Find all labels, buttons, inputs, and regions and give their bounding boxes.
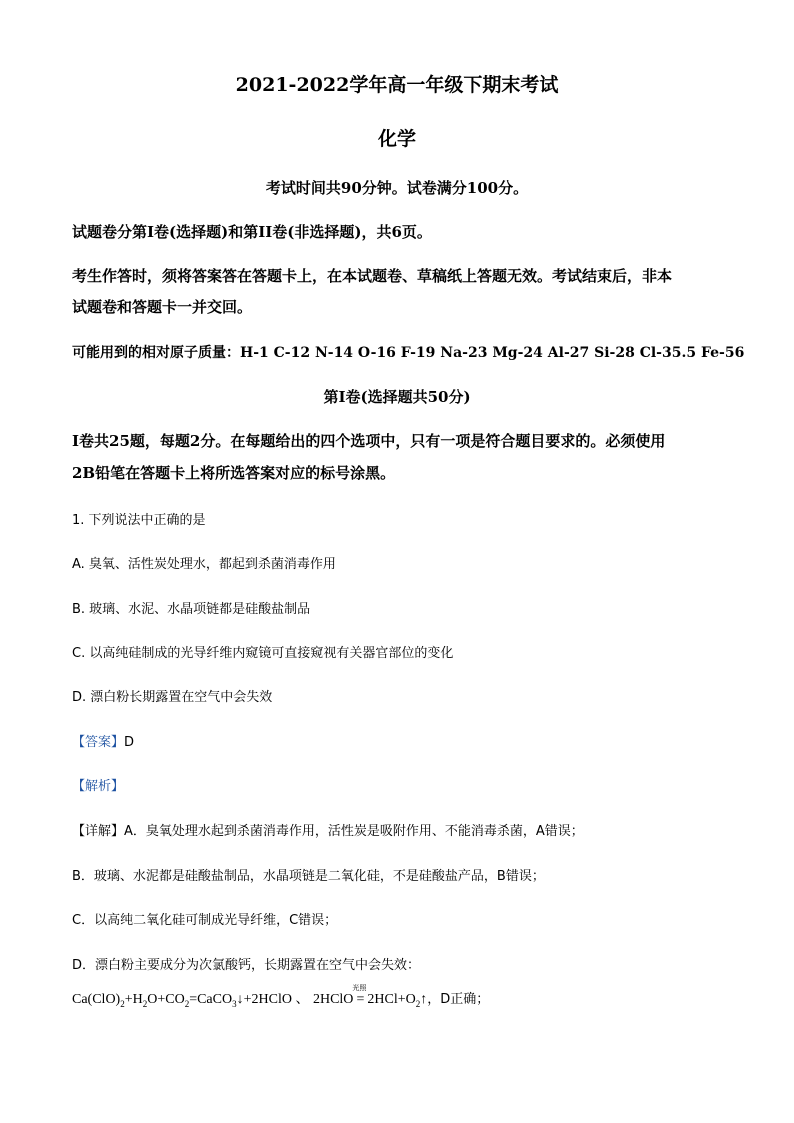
answer-value: D xyxy=(124,735,135,750)
detail-c: C．以高纯二氧化硅可制成光导纤维，C错误； xyxy=(72,913,338,928)
detail-a-text: A．臭氧处理水起到杀菌消毒作用，活性炭是吸附作用、不能消毒杀菌，A错误； xyxy=(124,824,584,839)
formula-subscript: 2 xyxy=(120,998,125,1009)
formula-part: =CaCO xyxy=(189,992,233,1007)
reaction-equation xyxy=(72,984,490,1009)
atomic-masses: 可能用到的相对原子质量：H-1 C-12 N-14 O-16 F-19 Na-23 Mg-24 Al-27 Si-28 Cl-35.5 Fe-56 xyxy=(72,345,745,361)
page-title: 2021-2022学年高一年级下期末考试 xyxy=(235,74,559,96)
formula-tail: ，D正确； xyxy=(427,992,490,1007)
formula-part: O+CO xyxy=(147,992,185,1007)
detail-d: D．漂白粉主要成分为次氯酸钙，长期露置在空气中会失效： xyxy=(72,958,421,973)
answer-instruction-line1: 考生作答时，须将答案答在答题卡上，在本试题卷、草稿纸上答题无效。考试结束后，非本 xyxy=(72,267,673,285)
section1-title: 第I卷(选择题共50分) xyxy=(323,388,471,406)
detail-a xyxy=(72,820,584,839)
subject-title: 化学 xyxy=(377,128,416,150)
formula-part: Ca(ClO) xyxy=(72,992,121,1007)
exam-structure-note: 试题卷分第I卷(选择题)和第II卷(非选择题)，共6页。 xyxy=(72,223,432,241)
analysis-tag: 【解析】 xyxy=(72,779,125,794)
detail-b: B．玻璃、水泥都是硅酸盐制品，水晶项链是二氧化硅，不是硅酸盐产品，B错误； xyxy=(72,869,545,884)
formula-subscript: 2 xyxy=(184,998,190,1009)
detail-tag: 【详解】 xyxy=(72,824,125,839)
equals-sign: = xyxy=(356,992,365,1007)
condition-label: 光照 xyxy=(352,984,367,992)
formula-subscript: 2 xyxy=(415,998,421,1009)
reaction-condition xyxy=(352,984,367,1008)
formula-subscript: 3 xyxy=(232,998,237,1009)
section1-desc-line1: I卷共25题，每题2分。在每题给出的四个选项中，只有一项是符合题目要求的。必须使用 xyxy=(72,432,666,450)
answer-instruction-line2: 试题卷和答题卡一并交回。 xyxy=(72,298,253,316)
option-d: D. 漂白粉长期露置在空气中会失效 xyxy=(72,690,273,705)
answer-line xyxy=(72,731,134,750)
option-b: B. 玻璃、水泥、水晶项链都是硅酸盐制品 xyxy=(72,602,311,617)
question-stem: 1. 下列说法中正确的是 xyxy=(72,513,206,528)
option-c: C. 以高纯硅制成的光导纤维内窥镜可直接窥视有关器官部位的变化 xyxy=(72,646,454,661)
formula-part: +H xyxy=(124,992,143,1007)
option-a: A. 臭氧、活性炭处理水，都起到杀菌消毒作用 xyxy=(72,557,336,572)
exam-time-note: 考试时间共90分钟。试卷满分100分。 xyxy=(265,179,529,197)
analysis-line xyxy=(72,775,124,794)
formula-part: ↓+2HClO 、 2HClO xyxy=(236,992,354,1007)
formula-subscript: 2 xyxy=(142,998,148,1009)
formula-part: ↑ xyxy=(420,992,428,1007)
formula-part: 2HCl+O xyxy=(367,992,416,1007)
section1-desc-line2: 2B铅笔在答题卡上将所选答案对应的标号涂黑。 xyxy=(72,464,396,482)
answer-tag: 【答案】 xyxy=(72,735,125,750)
